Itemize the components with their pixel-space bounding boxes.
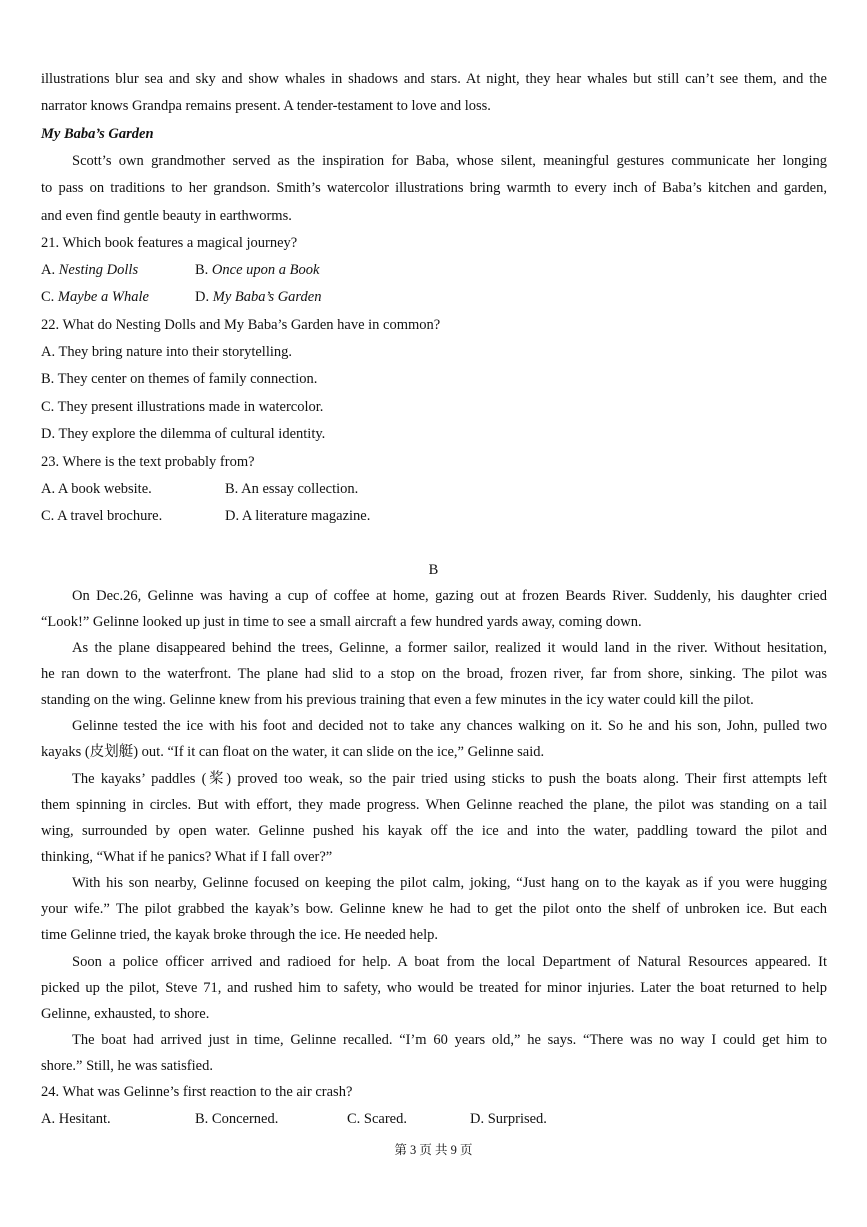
question-22-option-a: A. They bring nature into their storytelling. [41,344,293,360]
passage-line: shore.” Still, he was satisfied. [41,1058,213,1074]
passage-line: your wife.” The pilot grabbed the kayak’s bow. Gelinne knew he had to get the pilot onto the shelf of unbroken ice. But each [41,901,827,917]
passage-line: time Gelinne tried, the kayak broke through the ice. He needed help. [41,927,438,943]
question-21-option-d [195,287,321,307]
question-21-option-a [41,260,138,280]
question-21-option-b [195,260,319,280]
question-23-option-b: B. An essay collection. [225,481,359,497]
question-24-option-b: B. Concerned. [195,1111,279,1127]
question-22-option-b: B. They center on themes of family connection. [41,371,318,387]
passage-line: Soon a police officer arrived and radioed for help. A boat from the local Department of Natural Resources appeared. It [72,954,827,970]
passage-line: wing, surrounded by open water. Gelinne pushed his kayak off the ice and into the water, paddling toward the pilot and [41,823,827,839]
passage-line: The kayaks’ paddles (桨) proved too weak, so the pair tried using sticks to push the boats along. Their first attempts left [72,771,827,787]
option-text: Once upon a Book [211,262,320,278]
question-24-stem: 24. What was Gelinne’s first reaction to the air crash? [41,1084,353,1100]
passage-line: illustrations blur sea and sky and show whales in shadows and stars. At night, they hear whales but still can’t see them, and the [41,71,827,87]
option-letter: D. [195,289,210,305]
passage-line: The boat had arrived just in time, Gelinne recalled. “I’m 60 years old,” he says. “There was no way I could get him to [72,1032,827,1048]
question-22-option-d: D. They explore the dilemma of cultural identity. [41,426,326,442]
passage-line: to pass on traditions to her grandson. Smith’s watercolor illustrations bring warmth to every inch of Baba’s kitchen and garden, [41,180,827,196]
passage-line: kayaks (皮划艇) out. “If it can float on the water, it can slide on the ice,” Gelinne said. [41,744,545,760]
question-21-stem: 21. Which book features a magical journey? [41,235,298,251]
passage-line: standing on the wing. Gelinne knew from his previous training that even a few minutes in the icy water could kill the pilot. [41,692,754,708]
question-23-stem: 23. Where is the text probably from? [41,454,255,470]
passage-line: “Look!” Gelinne looked up just in time to see a small aircraft a few hundred yards away, coming down. [41,614,642,630]
page-number: 第 3 页 共 9 页 [394,1143,473,1157]
option-letter: A. [41,262,56,278]
option-text: Maybe a Whale [57,289,149,305]
question-24-option-c: C. Scared. [347,1111,407,1127]
option-letter: C. [41,289,55,305]
question-23-option-d: D. A literature magazine. [225,508,371,524]
passage-line: picked up the pilot, Steve 71, and rushed him to safety, who would be treated for minor injuries. Later the boat returned to help [41,980,827,996]
passage-line: As the plane disappeared behind the trees, Gelinne, a former sailor, realized it would land in the river. Without hesitation, [72,640,827,656]
question-22-option-c: C. They present illustrations made in watercolor. [41,399,324,415]
option-letter: B. [195,262,209,278]
passage-line: and even find gentle beauty in earthworms. [41,208,292,224]
option-text: My Baba’s Garden [212,289,322,305]
passage-line: narrator knows Grandpa remains present. A tender-testament to love and loss. [41,98,491,114]
passage-line: Gelinne, exhausted, to shore. [41,1006,210,1022]
book-title: My Baba’s Garden [41,126,154,142]
question-23-option-c: C. A travel brochure. [41,508,163,524]
passage-line: Gelinne tested the ice with his foot and decided not to take any chances walking on it. So he and his son, John, pulled two [72,718,827,734]
passage-line: On Dec.26, Gelinne was having a cup of coffee at home, gazing out at frozen Beards River. Suddenly, his daughter cried [72,588,827,604]
passage-line: thinking, “What if he panics? What if I fall over?” [41,849,333,865]
passage-line: he ran down to the waterfront. The plane had slid to a stop on the broad, frozen river, far from shore, sinking. The pilot was [41,666,827,682]
question-24-option-a: A. Hesitant. [41,1111,111,1127]
question-24-option-d: D. Surprised. [470,1111,547,1127]
passage-line: them spinning in circles. But with effort, they made progress. When Gelinne reached the plane, the pilot was standing on a tail [41,797,827,813]
passage-line: Scott’s own grandmother served as the inspiration for Baba, whose silent, meaningful gestures communicate her longing [72,153,827,169]
passage-line: With his son nearby, Gelinne focused on keeping the pilot calm, joking, “Just hang on to the kayak as if you were hugging [72,875,827,891]
question-22-stem: 22. What do Nesting Dolls and My Baba’s Garden have in common? [41,317,441,333]
question-23-option-a: A. A book website. [41,481,152,497]
section-heading: B [428,562,439,578]
question-21-option-c [41,287,149,307]
option-text: Nesting Dolls [58,262,139,278]
